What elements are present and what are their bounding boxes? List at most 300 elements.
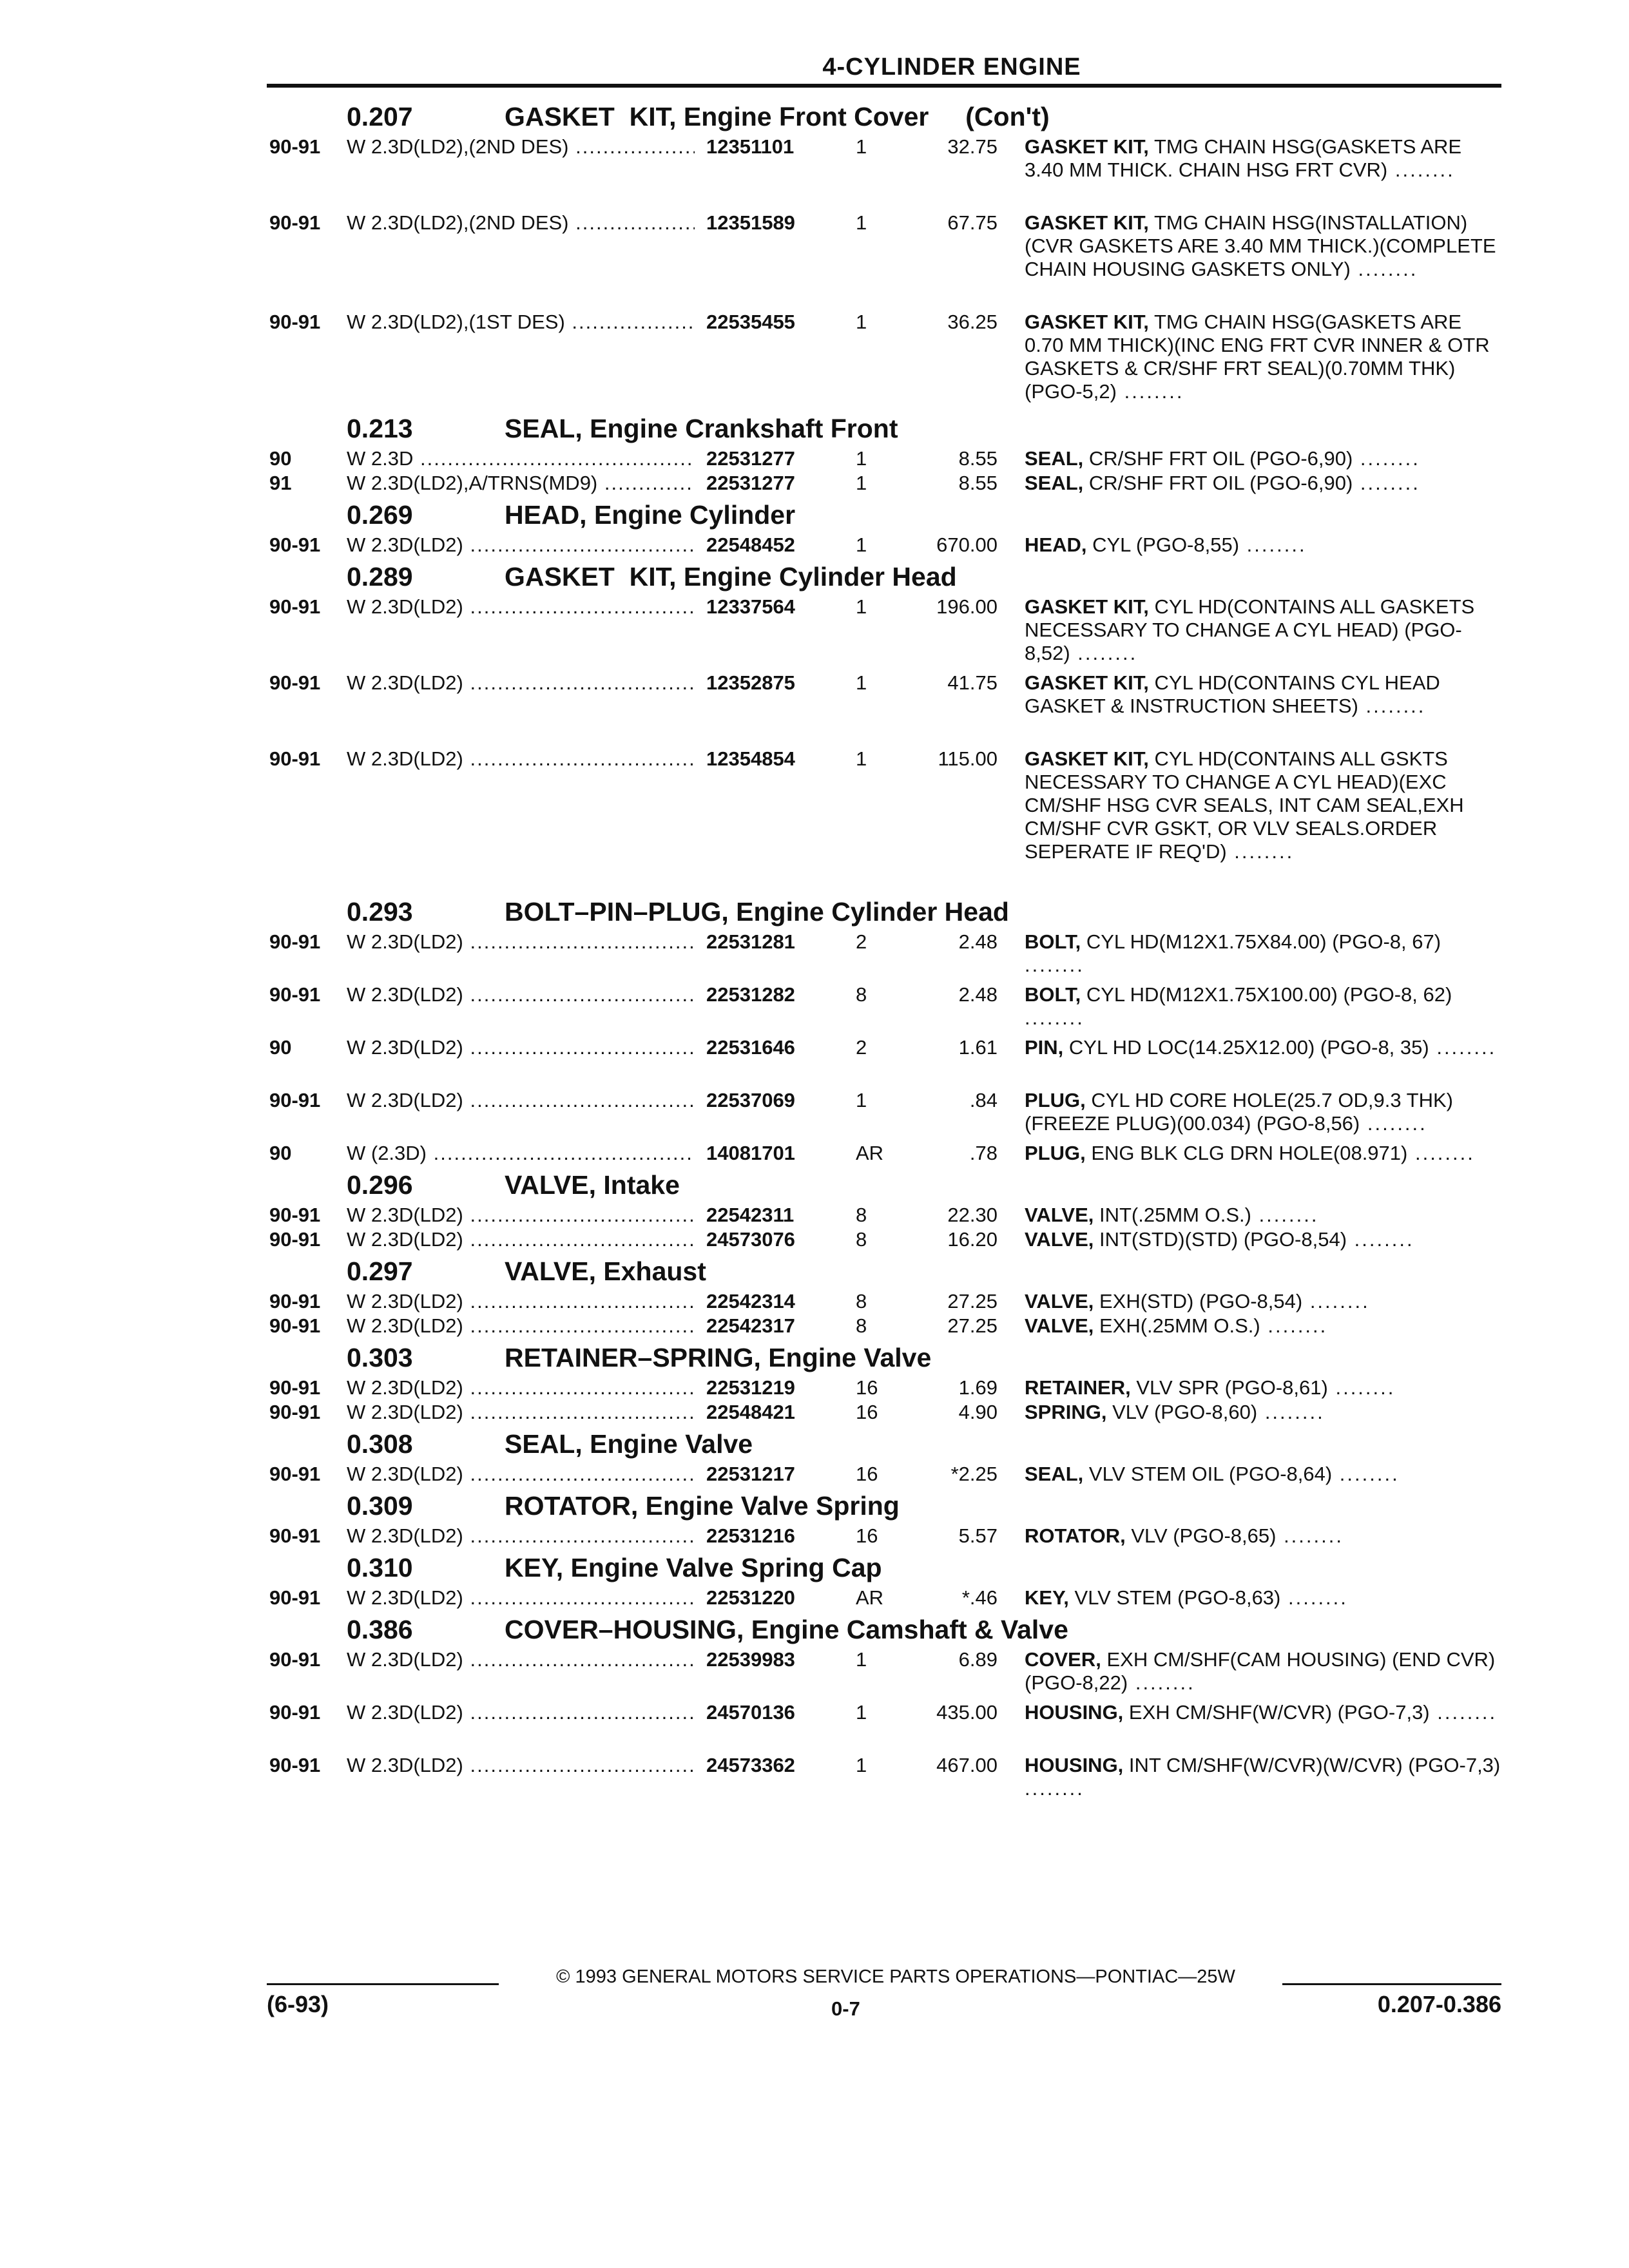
model-year: 90-91 bbox=[269, 533, 321, 556]
part-description bbox=[1025, 1089, 1501, 1135]
part-description bbox=[1025, 311, 1501, 403]
price: 115.00 bbox=[938, 747, 998, 770]
section-title: HEAD, Engine Cylinder bbox=[505, 500, 796, 530]
section-header bbox=[269, 1339, 1501, 1376]
model-code: W 2.3D(LD2) bbox=[347, 1524, 463, 1547]
description-text: EXH CM/SHF(W/CVR) (PGO-7,3) bbox=[1123, 1701, 1430, 1724]
section-header bbox=[269, 893, 1501, 930]
part-row bbox=[269, 447, 1501, 470]
model-code: W 2.3D(LD2),(2ND DES) bbox=[347, 135, 569, 158]
parts-section bbox=[269, 1166, 1501, 1253]
model-year: 90-91 bbox=[269, 1648, 321, 1671]
section-number: 0.296 bbox=[347, 1170, 413, 1200]
price: 8.55 bbox=[958, 472, 998, 494]
parts-section bbox=[269, 1425, 1501, 1487]
section-header bbox=[269, 558, 1501, 595]
part-row bbox=[269, 930, 1501, 977]
model-year: 90-91 bbox=[269, 983, 321, 1006]
part-number: 22535455 bbox=[702, 311, 795, 334]
section-header bbox=[269, 410, 1501, 447]
model-code: W 2.3D bbox=[347, 447, 414, 470]
leader-dots: ........ bbox=[1387, 159, 1455, 181]
description-text: INT CM/SHF(W/CVR)(W/CVR) (PGO-7,3) bbox=[1123, 1754, 1501, 1776]
description-keyword: RETAINER, bbox=[1025, 1376, 1131, 1399]
footer-date: (6-93) bbox=[267, 1991, 329, 2017]
part-row bbox=[269, 1314, 1501, 1338]
part-number: 22531646 bbox=[702, 1036, 795, 1059]
leader-dots: ........ bbox=[1116, 380, 1184, 403]
price: 670.00 bbox=[936, 533, 998, 556]
model-year: 90-91 bbox=[269, 671, 321, 694]
price: 2.48 bbox=[958, 983, 998, 1006]
model-cell bbox=[347, 1524, 695, 1548]
model-cell bbox=[347, 135, 695, 159]
section-title: GASKET KIT, Engine Front Cover (Con't) bbox=[505, 102, 1050, 131]
model-year: 90-91 bbox=[269, 1290, 321, 1312]
section-number: 0.308 bbox=[347, 1429, 413, 1459]
page-title: 4-CYLINDER ENGINE bbox=[822, 53, 1081, 81]
section-number: 0.309 bbox=[347, 1491, 413, 1521]
description-keyword: SPRING, bbox=[1025, 1401, 1107, 1423]
description-text: INT(.25MM O.S.) bbox=[1094, 1204, 1251, 1226]
price: 22.30 bbox=[947, 1204, 998, 1226]
part-number: 22542314 bbox=[702, 1290, 795, 1313]
description-text: CR/SHF FRT OIL (PGO-6,90) bbox=[1083, 472, 1353, 494]
part-row bbox=[269, 1586, 1501, 1610]
part-number: 22531216 bbox=[702, 1524, 795, 1548]
part-row bbox=[269, 983, 1501, 1030]
parts-section bbox=[269, 558, 1501, 893]
model-code: W 2.3D(LD2) bbox=[347, 1701, 463, 1724]
model-cell bbox=[347, 1290, 695, 1313]
price: *2.25 bbox=[950, 1463, 998, 1485]
model-cell bbox=[347, 447, 695, 470]
part-description bbox=[1025, 1314, 1501, 1338]
price: 196.00 bbox=[936, 595, 998, 618]
quantity: 1 bbox=[856, 1648, 867, 1671]
description-keyword: GASKET KIT, bbox=[1025, 135, 1149, 158]
description-text: EXH(.25MM O.S.) bbox=[1094, 1314, 1260, 1337]
leader-dots: ........ bbox=[1070, 642, 1138, 664]
part-description bbox=[1025, 211, 1501, 304]
parts-section bbox=[269, 893, 1501, 1166]
part-number: 24573076 bbox=[702, 1228, 795, 1251]
part-row bbox=[269, 135, 1501, 205]
quantity: 1 bbox=[856, 135, 867, 158]
model-cell bbox=[347, 1463, 695, 1486]
model-code: W 2.3D(LD2) bbox=[347, 1401, 463, 1423]
part-number: 14081701 bbox=[702, 1142, 795, 1165]
leader-dots: ........ bbox=[1358, 695, 1426, 717]
part-row bbox=[269, 211, 1501, 304]
description-keyword: ROTATOR, bbox=[1025, 1524, 1126, 1547]
section-title: KEY, Engine Valve Spring Cap bbox=[505, 1553, 882, 1582]
part-number: 22548421 bbox=[702, 1401, 795, 1424]
price: 27.25 bbox=[947, 1314, 998, 1337]
model-cell bbox=[347, 1036, 695, 1059]
quantity: 1 bbox=[856, 595, 867, 618]
section-number: 0.289 bbox=[347, 562, 413, 591]
model-year: 90-91 bbox=[269, 1314, 321, 1337]
description-keyword: GASKET KIT, bbox=[1025, 747, 1149, 770]
model-year: 90-91 bbox=[269, 1524, 321, 1547]
section-title: ROTATOR, Engine Valve Spring bbox=[505, 1491, 900, 1521]
part-description bbox=[1025, 595, 1501, 665]
leader-dots: ........ bbox=[1260, 1314, 1328, 1337]
model-cell bbox=[347, 1586, 695, 1610]
part-row bbox=[269, 1754, 1501, 1800]
section-header bbox=[269, 496, 1501, 533]
part-description bbox=[1025, 1648, 1501, 1695]
description-text: CYL HD CORE HOLE(25.7 OD,9.3 THK)(FREEZE PLUG)(00.034) (PGO-8,56) bbox=[1025, 1089, 1453, 1135]
part-number: 12351589 bbox=[702, 211, 795, 235]
part-description bbox=[1025, 1401, 1501, 1424]
quantity: 1 bbox=[856, 1089, 867, 1111]
part-description bbox=[1025, 472, 1501, 495]
description-text: CYL HD(CONTAINS ALL GSKTS NECESSARY TO CHANGE A CYL HEAD)(EXC CM/SHF HSG CVR SEALS, INT CAM SEAL,EXH CM/SHF CVR GSKT, OR VLV SEALS.ORDER SEPERATE IF REQ'D) bbox=[1025, 747, 1470, 863]
model-code: W 2.3D(LD2),(2ND DES) bbox=[347, 211, 569, 234]
part-row bbox=[269, 747, 1501, 887]
model-code: W 2.3D(LD2) bbox=[347, 671, 463, 694]
part-description bbox=[1025, 1228, 1501, 1251]
part-row bbox=[269, 1089, 1501, 1135]
model-cell bbox=[347, 211, 695, 235]
model-year: 90 bbox=[269, 447, 292, 470]
quantity: 8 bbox=[856, 983, 867, 1006]
model-year: 90-91 bbox=[269, 1401, 321, 1423]
footer-section-range: 0.207-0.386 bbox=[1377, 1991, 1501, 2017]
parts-section bbox=[269, 410, 1501, 496]
description-keyword: SEAL, bbox=[1025, 1463, 1084, 1485]
footer-rule-right bbox=[1282, 1983, 1501, 1985]
section-number: 0.297 bbox=[347, 1256, 413, 1286]
part-description bbox=[1025, 671, 1501, 741]
price: 16.20 bbox=[947, 1228, 998, 1251]
section-header bbox=[269, 1487, 1501, 1524]
section-number: 0.213 bbox=[347, 414, 413, 443]
model-cell bbox=[347, 1754, 695, 1777]
model-code: W 2.3D(LD2) bbox=[347, 1204, 463, 1226]
quantity: 8 bbox=[856, 1314, 867, 1337]
description-text: CYL HD LOC(14.25X12.00) (PGO-8, 35) bbox=[1063, 1036, 1429, 1059]
model-year: 90 bbox=[269, 1036, 292, 1059]
section-number: 0.386 bbox=[347, 1615, 413, 1644]
description-text: CYL HD(CONTAINS CYL HEAD GASKET & INSTRUCTION SHEETS) bbox=[1025, 671, 1446, 717]
description-keyword: GASKET KIT, bbox=[1025, 211, 1149, 234]
description-text: CYL HD(CONTAINS ALL GASKETS NECESSARY TO CHANGE A CYL HEAD) (PGO-8,52) bbox=[1025, 595, 1480, 664]
description-keyword: PLUG, bbox=[1025, 1142, 1086, 1164]
leader-dots: ........ bbox=[1025, 1006, 1084, 1029]
part-description bbox=[1025, 1754, 1501, 1800]
description-keyword: HEAD, bbox=[1025, 533, 1087, 556]
model-year: 90-91 bbox=[269, 1204, 321, 1226]
part-description bbox=[1025, 1524, 1501, 1548]
model-cell bbox=[347, 1314, 695, 1338]
quantity: 1 bbox=[856, 447, 867, 470]
part-row bbox=[269, 1204, 1501, 1227]
model-cell bbox=[347, 1648, 695, 1671]
part-description bbox=[1025, 1204, 1501, 1227]
description-text: VLV (PGO-8,60) bbox=[1106, 1401, 1258, 1423]
model-year: 90-91 bbox=[269, 135, 321, 158]
description-keyword: VALVE, bbox=[1025, 1228, 1094, 1251]
part-description bbox=[1025, 1376, 1501, 1399]
model-year: 90-91 bbox=[269, 1228, 321, 1251]
description-text: EXH(STD) (PGO-8,54) bbox=[1094, 1290, 1303, 1312]
quantity: 2 bbox=[856, 930, 867, 953]
leader-dots: ........ bbox=[1429, 1036, 1497, 1059]
description-keyword: BOLT, bbox=[1025, 983, 1081, 1006]
section-number: 0.293 bbox=[347, 897, 413, 927]
part-number: 22539983 bbox=[702, 1648, 795, 1671]
part-number: 22531217 bbox=[702, 1463, 795, 1486]
description-keyword: PIN, bbox=[1025, 1036, 1064, 1059]
model-year: 90-91 bbox=[269, 930, 321, 953]
price: 32.75 bbox=[947, 135, 998, 158]
model-code: W 2.3D(LD2) bbox=[347, 1376, 463, 1399]
model-year: 90-91 bbox=[269, 595, 321, 618]
model-code: W 2.3D(LD2),A/TRNS(MD9) bbox=[347, 472, 598, 494]
section-header bbox=[269, 1253, 1501, 1290]
part-description bbox=[1025, 983, 1501, 1030]
model-year: 90-91 bbox=[269, 1463, 321, 1485]
model-cell bbox=[347, 671, 695, 695]
description-text: TMG CHAIN HSG(GASKETS ARE 0.70 MM THICK)(INC ENG FRT CVR INNER & OTR GASKETS & CR/SHF FRT SEAL)(0.70MM THK) (PGO-5,2) bbox=[1025, 311, 1496, 403]
description-text: VLV STEM OIL (PGO-8,64) bbox=[1083, 1463, 1333, 1485]
section-number: 0.207 bbox=[347, 102, 413, 131]
leader-dots: ........ bbox=[1360, 1112, 1427, 1135]
part-number: 22531220 bbox=[702, 1586, 795, 1610]
quantity: 16 bbox=[856, 1463, 878, 1485]
description-keyword: SEAL, bbox=[1025, 447, 1084, 470]
model-cell bbox=[347, 747, 695, 771]
model-cell bbox=[347, 983, 695, 1006]
price: 467.00 bbox=[936, 1754, 998, 1776]
leader-dots: ........ bbox=[1353, 472, 1420, 494]
description-keyword: VALVE, bbox=[1025, 1204, 1094, 1226]
parts-section bbox=[269, 1487, 1501, 1549]
description-text: TMG CHAIN HSG(INSTALLATION)(CVR GASKETS ARE 3.40 MM THICK.)(COMPLETE CHAIN HOUSING GASKETS ONLY) bbox=[1025, 211, 1502, 280]
part-number: 22531277 bbox=[702, 447, 795, 470]
description-keyword: KEY, bbox=[1025, 1586, 1069, 1609]
part-row bbox=[269, 472, 1501, 495]
model-year: 90-91 bbox=[269, 1701, 321, 1724]
description-text: VLV STEM (PGO-8,63) bbox=[1068, 1586, 1281, 1609]
model-year: 90-91 bbox=[269, 311, 321, 333]
leader-dots: ........ bbox=[1280, 1586, 1348, 1609]
quantity: AR bbox=[856, 1142, 884, 1164]
model-cell bbox=[347, 1401, 695, 1424]
model-cell bbox=[347, 311, 695, 334]
part-row bbox=[269, 1290, 1501, 1313]
part-number: 22531277 bbox=[702, 472, 795, 495]
description-text: VLV (PGO-8,65) bbox=[1125, 1524, 1277, 1547]
part-description bbox=[1025, 447, 1501, 470]
quantity: 1 bbox=[856, 533, 867, 556]
parts-section bbox=[269, 98, 1501, 410]
part-row bbox=[269, 1142, 1501, 1165]
quantity: 8 bbox=[856, 1290, 867, 1312]
description-keyword: BOLT, bbox=[1025, 930, 1081, 953]
section-title: SEAL, Engine Valve bbox=[505, 1429, 753, 1459]
model-year: 90-91 bbox=[269, 1754, 321, 1776]
model-code: W 2.3D(LD2) bbox=[347, 1089, 463, 1111]
part-row bbox=[269, 311, 1501, 403]
section-title: RETAINER–SPRING, Engine Valve bbox=[505, 1343, 932, 1372]
description-text: CYL (PGO-8,55) bbox=[1086, 533, 1240, 556]
part-description bbox=[1025, 1586, 1501, 1610]
part-number: 22531219 bbox=[702, 1376, 795, 1399]
leader-dots: ........ bbox=[1276, 1524, 1344, 1547]
quantity: 1 bbox=[856, 311, 867, 333]
model-year: 90 bbox=[269, 1142, 292, 1164]
model-year: 90-91 bbox=[269, 747, 321, 770]
part-row bbox=[269, 595, 1501, 665]
part-row bbox=[269, 1376, 1501, 1399]
model-code: W 2.3D(LD2) bbox=[347, 533, 463, 556]
quantity: 1 bbox=[856, 211, 867, 234]
model-code: W 2.3D(LD2) bbox=[347, 1036, 463, 1059]
price: 41.75 bbox=[947, 671, 998, 694]
description-keyword: VALVE, bbox=[1025, 1314, 1094, 1337]
parts-section bbox=[269, 1253, 1501, 1339]
section-header bbox=[269, 1166, 1501, 1204]
section-number: 0.269 bbox=[347, 500, 413, 530]
model-cell bbox=[347, 1228, 695, 1251]
description-keyword: GASKET KIT, bbox=[1025, 671, 1149, 694]
quantity: 16 bbox=[856, 1524, 878, 1547]
model-code: W 2.3D(LD2) bbox=[347, 930, 463, 953]
price: 8.55 bbox=[958, 447, 998, 470]
model-code: W 2.3D(LD2) bbox=[347, 1290, 463, 1312]
description-text: VLV SPR (PGO-8,61) bbox=[1130, 1376, 1328, 1399]
price: *.46 bbox=[961, 1586, 998, 1609]
price: 4.90 bbox=[958, 1401, 998, 1423]
description-keyword: GASKET KIT, bbox=[1025, 311, 1149, 333]
leader-dots: ........ bbox=[1327, 1376, 1396, 1399]
section-number: 0.310 bbox=[347, 1553, 413, 1582]
part-description bbox=[1025, 747, 1501, 887]
description-keyword: COVER, bbox=[1025, 1648, 1101, 1671]
quantity: 8 bbox=[856, 1228, 867, 1251]
parts-list bbox=[269, 98, 1501, 1807]
part-number: 24570136 bbox=[702, 1701, 795, 1724]
model-code: W 2.3D(LD2) bbox=[347, 747, 463, 770]
quantity: 1 bbox=[856, 472, 867, 494]
model-year: 90-91 bbox=[269, 211, 321, 234]
leader-dots: ........ bbox=[1302, 1290, 1370, 1312]
model-code: W 2.3D(LD2) bbox=[347, 983, 463, 1006]
description-text: CYL HD(M12X1.75X100.00) (PGO-8, 62) bbox=[1081, 983, 1452, 1006]
part-row bbox=[269, 1701, 1501, 1747]
leader-dots: ........ bbox=[1257, 1401, 1325, 1423]
model-cell bbox=[347, 1376, 695, 1399]
model-cell bbox=[347, 595, 695, 619]
price: 27.25 bbox=[947, 1290, 998, 1312]
leader-dots: ........ bbox=[1025, 1777, 1084, 1800]
part-description bbox=[1025, 930, 1501, 977]
parts-section bbox=[269, 1339, 1501, 1425]
part-description bbox=[1025, 1290, 1501, 1313]
model-cell bbox=[347, 1089, 695, 1112]
price: .78 bbox=[969, 1142, 998, 1164]
leader-dots: ........ bbox=[1128, 1671, 1195, 1694]
leader-dots: ........ bbox=[1332, 1463, 1400, 1485]
leader-dots: ........ bbox=[1407, 1142, 1475, 1164]
part-description bbox=[1025, 1142, 1501, 1165]
leader-dots: ........ bbox=[1429, 1701, 1498, 1724]
price: .84 bbox=[969, 1089, 998, 1111]
part-row bbox=[269, 671, 1501, 741]
price: 5.57 bbox=[958, 1524, 998, 1547]
description-text: INT(STD)(STD) (PGO-8,54) bbox=[1094, 1228, 1347, 1251]
model-year: 90-91 bbox=[269, 1376, 321, 1399]
description-text: EXH CM/SHF(CAM HOUSING) (END CVR) (PGO-8,22) bbox=[1025, 1648, 1501, 1694]
model-code: W (2.3D) bbox=[347, 1142, 427, 1164]
model-code: W 2.3D(LD2) bbox=[347, 595, 463, 618]
section-title: GASKET KIT, Engine Cylinder Head bbox=[505, 562, 957, 591]
footer-copyright: © 1993 GENERAL MOTORS SERVICE PARTS OPERATIONS—PONTIAC—25W bbox=[556, 1966, 1235, 1987]
description-text: CYL HD(M12X1.75X84.00) (PGO-8, 67) bbox=[1081, 930, 1441, 953]
price: 2.48 bbox=[958, 930, 998, 953]
section-header bbox=[269, 98, 1501, 135]
part-description bbox=[1025, 1463, 1501, 1486]
quantity: 2 bbox=[856, 1036, 867, 1059]
part-number: 12351101 bbox=[702, 135, 794, 159]
quantity: AR bbox=[856, 1586, 884, 1609]
model-year: 90-91 bbox=[269, 1089, 321, 1111]
part-description bbox=[1025, 1701, 1501, 1747]
model-cell bbox=[347, 1204, 695, 1227]
description-text: CR/SHF FRT OIL (PGO-6,90) bbox=[1083, 447, 1353, 470]
description-keyword: HOUSING, bbox=[1025, 1754, 1124, 1776]
part-row bbox=[269, 1036, 1501, 1082]
model-cell bbox=[347, 1701, 695, 1724]
description-keyword: HOUSING, bbox=[1025, 1701, 1124, 1724]
section-header bbox=[269, 1425, 1501, 1463]
model-code: W 2.3D(LD2) bbox=[347, 1314, 463, 1337]
leader-dots: ........ bbox=[1353, 447, 1420, 470]
model-code: W 2.3D(LD2) bbox=[347, 1228, 463, 1251]
model-code: W 2.3D(LD2),(1ST DES) bbox=[347, 311, 565, 333]
part-number: 22537069 bbox=[702, 1089, 795, 1112]
leader-dots: ........ bbox=[1251, 1204, 1319, 1226]
quantity: 1 bbox=[856, 747, 867, 770]
section-title: COVER–HOUSING, Engine Camshaft & Valve bbox=[505, 1615, 1068, 1644]
description-keyword: PLUG, bbox=[1025, 1089, 1086, 1111]
section-header bbox=[269, 1611, 1501, 1648]
model-code: W 2.3D(LD2) bbox=[347, 1648, 463, 1671]
price: 1.69 bbox=[958, 1376, 998, 1399]
model-cell bbox=[347, 1142, 695, 1165]
part-row bbox=[269, 1524, 1501, 1548]
quantity: 1 bbox=[856, 1754, 867, 1776]
section-title: BOLT–PIN–PLUG, Engine Cylinder Head bbox=[505, 897, 1009, 927]
leader-dots: ........ bbox=[1350, 258, 1418, 280]
model-cell bbox=[347, 533, 695, 557]
price: 36.25 bbox=[947, 311, 998, 333]
description-text: TMG CHAIN HSG(GASKETS ARE 3.40 MM THICK. CHAIN HSG FRT CVR) bbox=[1025, 135, 1467, 181]
description-keyword: GASKET KIT, bbox=[1025, 595, 1149, 618]
part-number: 22542317 bbox=[702, 1314, 795, 1338]
part-number: 12352875 bbox=[702, 671, 795, 695]
part-description bbox=[1025, 533, 1501, 557]
part-row bbox=[269, 1228, 1501, 1251]
model-cell bbox=[347, 930, 695, 954]
part-description bbox=[1025, 1036, 1501, 1082]
part-row bbox=[269, 1463, 1501, 1486]
quantity: 1 bbox=[856, 1701, 867, 1724]
